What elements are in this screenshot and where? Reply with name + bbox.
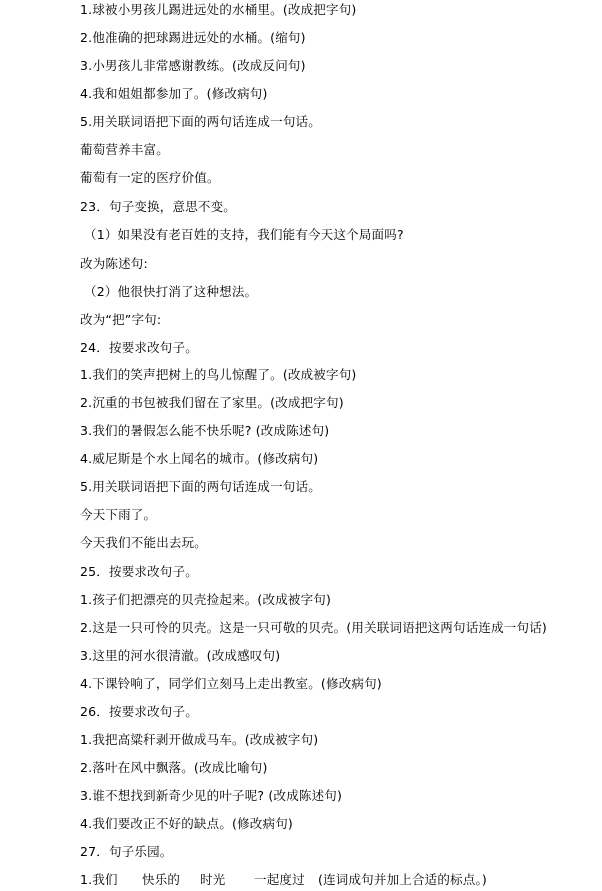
text-line: 4.下课铃响了，同学们立刻马上走出教室。(修改病句) (80, 676, 382, 691)
question-heading: 26．按要求改句子。 (80, 704, 198, 719)
text-line: 4.我们要改正不好的缺点。(修改病句) (80, 816, 293, 831)
text-line: 4.威尼斯是个水上闻名的城市。(修改病句) (80, 451, 319, 466)
question-heading: 24．按要求改句子。 (80, 340, 198, 355)
text-line: 葡萄营养丰富。 (80, 142, 169, 157)
text-line: 1.我们的笑声把树上的鸟儿惊醒了。(改成被字句) (80, 367, 357, 382)
text-line: （1）如果没有老百姓的支持，我们能有今天这个局面吗? (84, 227, 404, 242)
text-line: 4.我和姐姐都参加了。(修改病句) (80, 86, 268, 101)
word-ordering-line (80, 872, 487, 888)
text-line: 葡萄有一定的医疗价值。 (80, 170, 220, 185)
text-line: 改为“把”字句: (80, 312, 162, 327)
text-line: 改为陈述句: (80, 256, 148, 271)
text-line: 3.我们的暑假怎么能不快乐呢? (改成陈述句) (80, 423, 330, 438)
word-item: 快乐的 (142, 872, 181, 887)
text-line: 3.谁不想找到新奇少见的叶子呢? (改成陈述句) (80, 788, 343, 803)
text-line: 5.用关联词语把下面的两句话连成一句话。 (80, 479, 321, 494)
text-line: 2.沉重的书包被我们留在了家里。(改成把字句) (80, 395, 344, 410)
word-item: 时光 (200, 872, 226, 887)
text-line: 1.球被小男孩儿踢进远处的水桶里。(改成把字句) (80, 2, 357, 17)
text-line: 1.孩子们把漂亮的贝壳捡起来。(改成被字句) (80, 592, 332, 607)
text-line: 2.他准确的把球踢进远处的水桶。(缩句) (80, 30, 306, 45)
question-heading: 25．按要求改句子。 (80, 564, 198, 579)
question-heading: 27．句子乐园。 (80, 844, 173, 859)
text-line: 3.小男孩儿非常感谢教练。(改成反问句) (80, 58, 306, 73)
text-line: 今天我们不能出去玩。 (80, 535, 208, 550)
word-item: 1.我们 (80, 872, 118, 887)
text-line: （2）他很快打消了这种想法。 (84, 284, 258, 299)
text-line: 3.这里的河水很清澈。(改成感叹句) (80, 648, 281, 663)
instruction-text: (连词成句并加上合适的标点。) (318, 872, 488, 887)
text-line: 2.这是一只可怜的贝壳。这是一只可敬的贝壳。(用关联词语把这两句话连成一句话) (80, 620, 547, 635)
word-item: 一起度过 (254, 872, 305, 887)
question-heading: 23．句子变换，意思不变。 (80, 199, 237, 214)
text-line: 5.用关联词语把下面的两句话连成一句话。 (80, 114, 321, 129)
text-line: 1.我把高粱秆剥开做成马车。(改成被字句) (80, 732, 319, 747)
text-line: 今天下雨了。 (80, 507, 157, 522)
text-line: 2.落叶在风中飘落。(改成比喻句) (80, 760, 268, 775)
